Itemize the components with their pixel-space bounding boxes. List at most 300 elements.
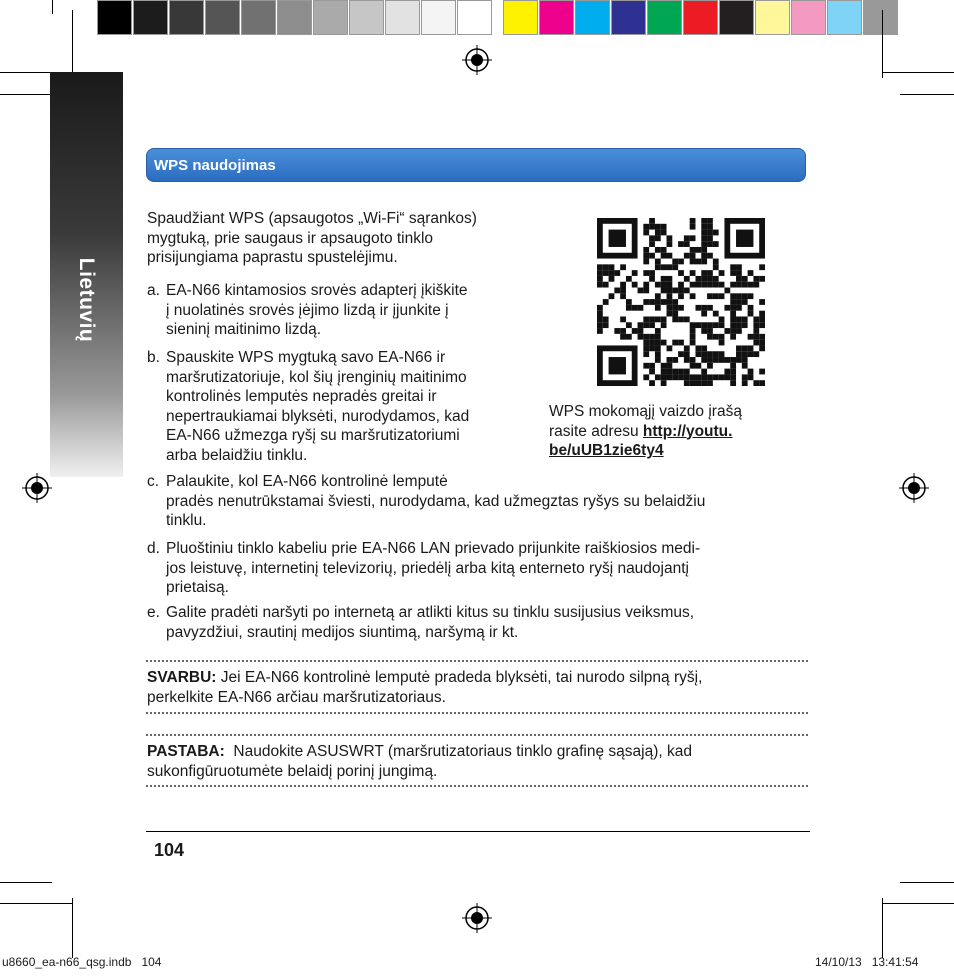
important-label: SVARBU: bbox=[147, 669, 217, 686]
qr-module bbox=[713, 241, 719, 247]
qr-module bbox=[620, 328, 626, 334]
qr-module bbox=[672, 259, 678, 265]
qr-module bbox=[736, 316, 742, 322]
qr-module bbox=[695, 305, 701, 311]
qr-module bbox=[672, 311, 678, 317]
qr-module bbox=[655, 282, 661, 288]
qr-module bbox=[719, 316, 725, 322]
qr-module bbox=[597, 322, 603, 328]
qr-module bbox=[603, 316, 609, 322]
qr-module bbox=[730, 293, 736, 299]
qr-module bbox=[759, 316, 765, 322]
qr-module bbox=[661, 340, 667, 346]
qr-module bbox=[678, 270, 684, 276]
gray-swatch bbox=[349, 0, 384, 35]
qr-module bbox=[661, 316, 667, 322]
qr-module bbox=[684, 235, 690, 241]
qr-module bbox=[649, 270, 655, 276]
step-line: pradės nenutrūkstamai šviesti, nurodydama, kad užmegztas ryšys su belaidžiu bbox=[166, 492, 706, 510]
qr-module bbox=[730, 282, 736, 288]
qr-module bbox=[753, 276, 759, 282]
gray-swatch bbox=[277, 0, 312, 35]
qr-module bbox=[730, 363, 736, 369]
qr-module bbox=[713, 374, 719, 380]
qr-module bbox=[713, 276, 719, 282]
qr-module bbox=[690, 374, 696, 380]
color-swatch bbox=[575, 0, 610, 35]
qr-module bbox=[701, 276, 707, 282]
qr-module bbox=[707, 224, 713, 230]
qr-module bbox=[620, 288, 626, 294]
qr-module bbox=[667, 305, 673, 311]
qr-module bbox=[742, 380, 748, 386]
gray-swatch bbox=[97, 0, 132, 35]
qr-module bbox=[753, 340, 759, 346]
qr-module bbox=[753, 322, 759, 328]
step-line: EA-N66 kintamosios srovės adapterį įkiškite bbox=[166, 282, 468, 299]
qr-module bbox=[649, 340, 655, 346]
qr-module bbox=[742, 316, 748, 322]
qr-module bbox=[736, 282, 742, 288]
qr-module bbox=[736, 276, 742, 282]
swatch-gap bbox=[493, 0, 503, 35]
qr-module bbox=[672, 357, 678, 363]
step-line: jos leistuvę, internetinį televizorių, priedėlį arba kitą enterneto ryšį naudojantį bbox=[166, 559, 689, 577]
step-label: b. bbox=[147, 349, 160, 366]
qr-module bbox=[707, 241, 713, 247]
qr-module bbox=[684, 374, 690, 380]
qr-module bbox=[730, 334, 736, 340]
qr-module bbox=[667, 363, 673, 369]
gray-swatch bbox=[457, 0, 492, 35]
qr-module bbox=[678, 288, 684, 294]
qr-module bbox=[684, 369, 690, 375]
qr-module bbox=[597, 282, 603, 288]
qr-module bbox=[759, 264, 765, 270]
gray-swatch bbox=[169, 0, 204, 35]
qr-module bbox=[690, 380, 696, 386]
qr-module bbox=[713, 334, 719, 340]
qr-module bbox=[655, 345, 661, 351]
step-line: Galite pradėti naršyti po internetą ar atlikti kitus su tinklu susijusius veiksmus, bbox=[166, 604, 695, 621]
qr-module bbox=[655, 224, 661, 230]
qr-module bbox=[748, 282, 754, 288]
qr-module bbox=[742, 322, 748, 328]
qr-module bbox=[643, 299, 649, 305]
qr-module bbox=[748, 334, 754, 340]
qr-module bbox=[638, 288, 644, 294]
qr-module bbox=[678, 316, 684, 322]
qr-module bbox=[655, 235, 661, 241]
qr-module bbox=[667, 235, 673, 241]
qr-module bbox=[643, 351, 649, 357]
crop-mark bbox=[0, 882, 52, 883]
qr-module bbox=[719, 340, 725, 346]
qr-module bbox=[649, 241, 655, 247]
qr-module bbox=[730, 357, 736, 363]
qr-module bbox=[736, 293, 742, 299]
qr-module bbox=[748, 293, 754, 299]
step-line: Pluoštiniu tinklo kabeliu prie EA-N66 LAN prievado prijunkite raiškiosios medi- bbox=[166, 540, 701, 557]
qr-module bbox=[707, 351, 713, 357]
important-text: perkelkite EA-N66 arčiau maršrutizatoriaus. bbox=[147, 688, 446, 706]
qr-module bbox=[724, 357, 730, 363]
qr-module bbox=[643, 230, 649, 236]
qr-module bbox=[667, 299, 673, 305]
qr-module bbox=[701, 235, 707, 241]
qr-module bbox=[684, 345, 690, 351]
qr-module bbox=[695, 259, 701, 265]
qr-module bbox=[742, 363, 748, 369]
qr-module bbox=[609, 270, 615, 276]
crop-mark bbox=[900, 882, 954, 883]
qr-module bbox=[626, 305, 632, 311]
color-swatch bbox=[755, 0, 790, 35]
qr-module bbox=[759, 311, 765, 317]
qr-module bbox=[759, 345, 765, 351]
gray-swatch bbox=[421, 0, 456, 35]
qr-module bbox=[707, 357, 713, 363]
qr-module bbox=[713, 282, 719, 288]
qr-module bbox=[690, 224, 696, 230]
color-swatch bbox=[647, 0, 682, 35]
qr-module bbox=[684, 241, 690, 247]
qr-module bbox=[690, 253, 696, 259]
qr-module bbox=[667, 282, 673, 288]
gray-swatch bbox=[313, 0, 348, 35]
step-line: tinklu. bbox=[166, 512, 207, 529]
gray-swatch bbox=[241, 0, 276, 35]
qr-module bbox=[632, 270, 638, 276]
qr-module bbox=[655, 293, 661, 299]
qr-module bbox=[690, 357, 696, 363]
qr-module bbox=[667, 276, 673, 282]
qr-module bbox=[643, 374, 649, 380]
step-label: e. bbox=[147, 604, 160, 621]
qr-module bbox=[724, 328, 730, 334]
footer-rule bbox=[146, 831, 810, 832]
qr-module bbox=[701, 322, 707, 328]
qr-module bbox=[719, 270, 725, 276]
qr-module bbox=[643, 259, 649, 265]
qr-module bbox=[597, 276, 603, 282]
step-item bbox=[147, 348, 527, 465]
qr-module bbox=[690, 340, 696, 346]
qr-module bbox=[690, 247, 696, 253]
qr-module bbox=[609, 264, 615, 270]
qr-module bbox=[707, 374, 713, 380]
qr-module bbox=[759, 334, 765, 340]
qr-module bbox=[603, 264, 609, 270]
qr-module bbox=[759, 369, 765, 375]
qr-module bbox=[667, 264, 673, 270]
print-file-info: u8660_ea-n66_qsg.indb 104 bbox=[2, 955, 162, 969]
color-swatch bbox=[719, 0, 754, 35]
qr-module bbox=[643, 340, 649, 346]
qr-module bbox=[742, 351, 748, 357]
video-caption bbox=[549, 402, 779, 461]
qr-module bbox=[759, 340, 765, 346]
qr-module bbox=[748, 305, 754, 311]
qr-module bbox=[678, 305, 684, 311]
crop-mark bbox=[882, 903, 954, 904]
video-caption-line: rasite adresu bbox=[549, 422, 639, 440]
qr-module bbox=[736, 264, 742, 270]
qr-module bbox=[672, 264, 678, 270]
qr-module bbox=[643, 316, 649, 322]
qr-module bbox=[748, 374, 754, 380]
printer-color-bar bbox=[97, 0, 899, 35]
intro-paragraph bbox=[147, 209, 527, 268]
qr-module bbox=[661, 363, 667, 369]
qr-module bbox=[690, 235, 696, 241]
qr-module bbox=[655, 357, 661, 363]
qr-module bbox=[719, 322, 725, 328]
qr-module bbox=[626, 299, 632, 305]
print-datetime: 14/10/13 13:41:54 bbox=[815, 955, 919, 969]
qr-module bbox=[667, 357, 673, 363]
video-caption-line: WPS mokomąjį vaizdo įrašą bbox=[549, 403, 742, 420]
qr-module bbox=[620, 316, 626, 322]
qr-module bbox=[701, 253, 707, 259]
qr-module bbox=[661, 374, 667, 380]
qr-module bbox=[701, 369, 707, 375]
qr-module bbox=[643, 282, 649, 288]
color-swatch bbox=[827, 0, 862, 35]
qr-module bbox=[638, 328, 644, 334]
divider-dotted bbox=[146, 660, 808, 662]
qr-module bbox=[649, 253, 655, 259]
color-swatch bbox=[683, 0, 718, 35]
qr-module bbox=[655, 259, 661, 265]
qr-module bbox=[632, 282, 638, 288]
qr-module bbox=[661, 288, 667, 294]
step-item bbox=[147, 472, 827, 531]
qr-module bbox=[707, 363, 713, 369]
qr-module bbox=[667, 241, 673, 247]
qr-module bbox=[678, 259, 684, 265]
qr-module bbox=[748, 369, 754, 375]
qr-module bbox=[643, 288, 649, 294]
qr-module bbox=[667, 374, 673, 380]
qr-module bbox=[643, 363, 649, 369]
important-notice bbox=[147, 668, 817, 707]
qr-module bbox=[701, 282, 707, 288]
qr-module bbox=[730, 299, 736, 305]
crop-mark bbox=[882, 72, 954, 73]
qr-module bbox=[678, 293, 684, 299]
qr-module bbox=[713, 230, 719, 236]
qr-module bbox=[661, 247, 667, 253]
qr-module bbox=[736, 357, 742, 363]
qr-module bbox=[707, 253, 713, 259]
qr-module bbox=[690, 282, 696, 288]
qr-module bbox=[649, 218, 655, 224]
qr-module bbox=[620, 282, 626, 288]
step-line: pavyzdžiui, srautinį medijos siuntimą, naršymą ir kt. bbox=[166, 623, 519, 641]
qr-module bbox=[661, 282, 667, 288]
qr-module bbox=[603, 299, 609, 305]
qr-module bbox=[661, 230, 667, 236]
qr-module bbox=[597, 270, 603, 276]
qr-finder bbox=[609, 230, 626, 247]
qr-module bbox=[667, 311, 673, 317]
qr-module bbox=[678, 282, 684, 288]
qr-module bbox=[643, 345, 649, 351]
qr-module bbox=[649, 224, 655, 230]
qr-module bbox=[643, 270, 649, 276]
qr-module bbox=[597, 328, 603, 334]
qr-module bbox=[643, 253, 649, 259]
qr-module bbox=[701, 241, 707, 247]
registration-mark-bottom bbox=[462, 903, 492, 933]
qr-module bbox=[759, 380, 765, 386]
note-text: sukonfigūruotumėte belaidį porinį jungimą. bbox=[147, 762, 438, 780]
step-item bbox=[147, 281, 527, 340]
qr-module bbox=[742, 276, 748, 282]
divider-dotted bbox=[146, 712, 808, 714]
qr-module bbox=[655, 247, 661, 253]
qr-module bbox=[730, 374, 736, 380]
qr-module bbox=[719, 334, 725, 340]
step-line: Spauskite WPS mygtuką savo EA-N66 ir bbox=[166, 349, 446, 366]
qr-module bbox=[753, 316, 759, 322]
qr-module bbox=[707, 282, 713, 288]
divider-dotted bbox=[146, 734, 808, 736]
qr-module bbox=[649, 345, 655, 351]
color-swatch bbox=[791, 0, 826, 35]
qr-module bbox=[713, 259, 719, 265]
step-item bbox=[147, 539, 827, 598]
video-link-continued[interactable]: be/uUB1zie6ty4 bbox=[549, 442, 664, 459]
qr-module bbox=[690, 363, 696, 369]
qr-module bbox=[759, 322, 765, 328]
step-text bbox=[166, 472, 827, 531]
color-swatch bbox=[539, 0, 574, 35]
qr-module bbox=[736, 305, 742, 311]
qr-module bbox=[678, 340, 684, 346]
color-swatch bbox=[611, 0, 646, 35]
step-line: prietaisą. bbox=[166, 579, 229, 596]
qr-module bbox=[620, 334, 626, 340]
qr-module bbox=[690, 218, 696, 224]
qr-module bbox=[690, 328, 696, 334]
qr-module bbox=[742, 357, 748, 363]
qr-module bbox=[597, 316, 603, 322]
qr-module bbox=[701, 374, 707, 380]
qr-module bbox=[678, 374, 684, 380]
qr-module bbox=[748, 311, 754, 317]
qr-module bbox=[701, 230, 707, 236]
qr-module bbox=[753, 334, 759, 340]
step-line: arba belaidžiu tinklu. bbox=[166, 446, 308, 464]
qr-module bbox=[730, 369, 736, 375]
qr-module bbox=[632, 305, 638, 311]
qr-module bbox=[614, 270, 620, 276]
qr-module bbox=[748, 351, 754, 357]
qr-module bbox=[701, 224, 707, 230]
note-label: PASTABA: bbox=[147, 743, 225, 760]
video-link[interactable]: http://youtu. bbox=[642, 422, 733, 440]
qr-module bbox=[719, 282, 725, 288]
qr-module bbox=[672, 299, 678, 305]
qr-module bbox=[742, 293, 748, 299]
gray-swatch bbox=[133, 0, 168, 35]
qr-module bbox=[707, 230, 713, 236]
qr-module bbox=[742, 299, 748, 305]
gray-swatch bbox=[205, 0, 240, 35]
qr-module bbox=[684, 316, 690, 322]
qr-module bbox=[678, 369, 684, 375]
qr-module bbox=[597, 311, 603, 317]
registration-mark-right bbox=[899, 473, 929, 503]
step-line: į nuolatinės srovės įėjimo lizdą ir įjunkite į bbox=[166, 301, 449, 319]
qr-module bbox=[655, 299, 661, 305]
step-text bbox=[166, 348, 527, 465]
qr-module bbox=[730, 322, 736, 328]
step-text bbox=[166, 281, 527, 340]
qr-module bbox=[759, 299, 765, 305]
qr-module bbox=[684, 276, 690, 282]
qr-module bbox=[742, 374, 748, 380]
qr-module bbox=[678, 241, 684, 247]
qr-module bbox=[719, 351, 725, 357]
qr-module bbox=[707, 276, 713, 282]
qr-module bbox=[701, 345, 707, 351]
qr-module bbox=[742, 282, 748, 288]
qr-module bbox=[730, 316, 736, 322]
qr-module bbox=[597, 305, 603, 311]
qr-module bbox=[701, 328, 707, 334]
qr-module bbox=[707, 305, 713, 311]
step-label: a. bbox=[147, 282, 160, 299]
qr-module bbox=[736, 322, 742, 328]
qr-module bbox=[649, 369, 655, 375]
page-number: 104 bbox=[154, 840, 185, 860]
qr-module bbox=[736, 351, 742, 357]
qr-module bbox=[661, 253, 667, 259]
qr-module bbox=[667, 253, 673, 259]
crop-mark bbox=[0, 903, 72, 904]
crop-mark bbox=[0, 94, 52, 95]
qr-module bbox=[667, 345, 673, 351]
qr-module bbox=[655, 264, 661, 270]
qr-module bbox=[638, 334, 644, 340]
qr-module bbox=[655, 305, 661, 311]
qr-module bbox=[643, 334, 649, 340]
qr-module bbox=[684, 253, 690, 259]
step-line: maršrutizatoriuje, kol šių įrenginių maitinimo bbox=[166, 368, 467, 386]
qr-module bbox=[626, 276, 632, 282]
intro-text: Spaudžiant WPS (apsaugotos „Wi-Fi“ sąrankos) mygtuką, prie saugaus ir apsaugoto tinklo prisijungiama paprastu spustelėjimu. bbox=[147, 210, 477, 266]
qr-module bbox=[649, 299, 655, 305]
qr-module bbox=[609, 293, 615, 299]
registration-mark-top bbox=[462, 45, 492, 75]
step-line: EA-N66 užmezga ryšį su maršrutizatoriumi bbox=[166, 427, 460, 444]
note-text: Naudokite ASUSWRT (maršrutizatoriaus tinklo grafinę sąsają), kad bbox=[224, 743, 692, 760]
qr-module bbox=[695, 282, 701, 288]
qr-module bbox=[603, 282, 609, 288]
registration-mark-left bbox=[22, 473, 52, 503]
qr-module bbox=[730, 305, 736, 311]
qr-module bbox=[667, 293, 673, 299]
qr-module bbox=[655, 351, 661, 357]
qr-module bbox=[690, 334, 696, 340]
qr-module bbox=[661, 264, 667, 270]
qr-module bbox=[713, 357, 719, 363]
qr-finder bbox=[736, 230, 753, 247]
qr-module bbox=[672, 374, 678, 380]
